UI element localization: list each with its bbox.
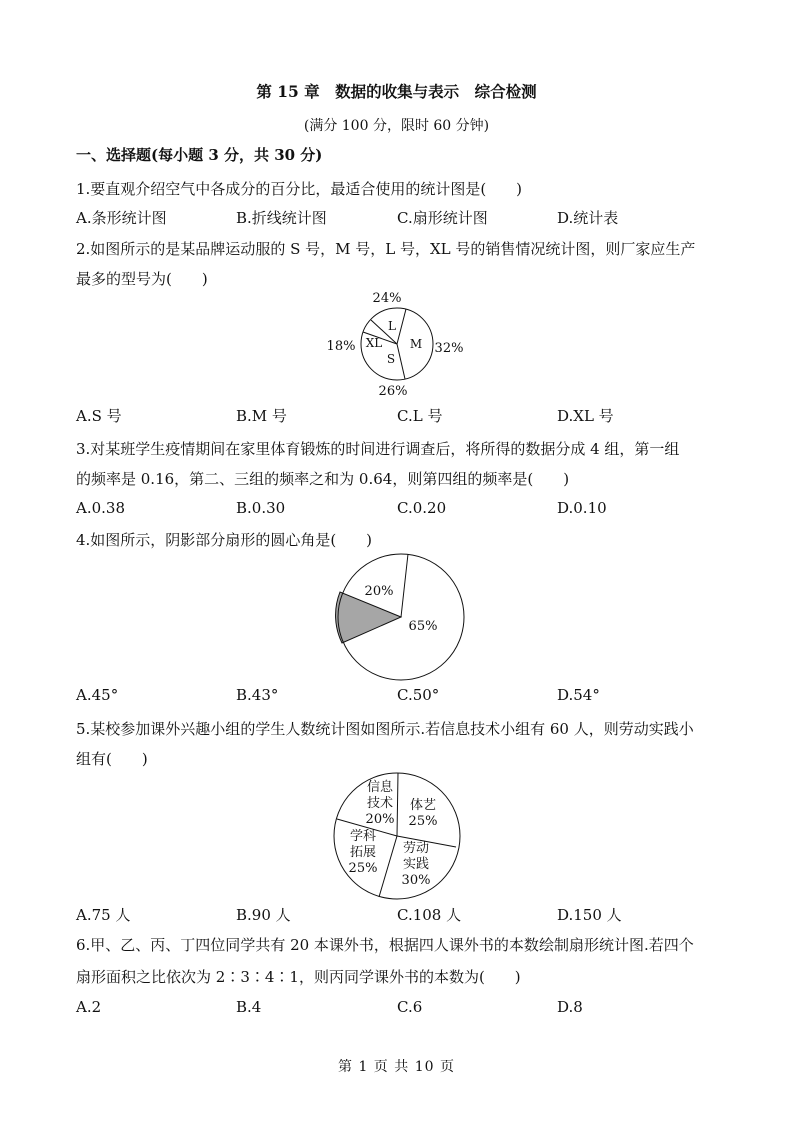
question-3-stem-line2: 的频率是 0.16，第二、三组的频率之和为 0.64，则第四组的频率是( ) [76,470,570,488]
page-number: 第 1 页 共 10 页 [338,1059,455,1075]
pie3-label-subject-2: 拓展 [349,845,377,860]
q5-option-c: C.108 人 [397,906,462,924]
q3-option-a: A.0.38 [76,499,125,517]
question-1-stem: 1.要直观介绍空气中各成分的百分比，最适合使用的统计图是( ) [76,180,523,198]
q2-option-b: B.M 号 [236,407,287,425]
q6-option-b: B.4 [236,998,262,1016]
question-6-stem-line2: 扇形面积之比依次为 2∶3∶4∶1，则丙同学课外书的本数为( ) [76,968,521,986]
q1-option-b: B.折线统计图 [236,209,327,227]
pie3-divider-top [397,773,398,836]
pie1-label-xl: XL [365,336,383,350]
question-2-stem-line1: 2.如图所示的是某品牌运动服的 S 号，M 号，L 号，XL 号的销售情况统计图，则厂家应生产 [76,240,696,258]
q6-option-d: D.8 [557,998,583,1016]
q4-option-a: A.45° [76,686,119,704]
q5-option-b: B.90 人 [236,906,291,924]
pie3-label-labor-1: 劳动 [402,841,430,856]
pie1-value-m: 32% [434,341,464,356]
question-5-stem-line2: 组有( ) [76,750,148,768]
pie1-value-s: 26% [378,384,408,399]
q3-option-d: D.0.10 [557,499,607,517]
pie3-divider-bottom [379,836,397,897]
q3-option-b: B.0.30 [236,499,286,517]
q4-option-d: D.54° [557,686,600,704]
question-6-stem-line1: 6.甲、乙、丙、丁四位同学共有 20 本课外书，根据四人课外书的本数绘制扇形统计图.若四个 [76,936,694,954]
question-3-stem-line1: 3.对某班学生疫情期间在家里体育锻炼的时间进行调查后，将所得的数据分成 4 组，第一组 [76,440,680,458]
pie2-value-20: 20% [364,584,394,599]
q1-option-a: A.条形统计图 [76,209,167,227]
question-5-stem-line1: 5.某校参加课外兴趣小组的学生人数统计图如图所示.若信息技术小组有 60 人，则劳动实践小 [76,720,694,738]
q1-option-d: D.统计表 [557,209,619,227]
q4-option-b: B.43° [236,686,279,704]
pie3-label-subject-1: 学科 [349,829,377,844]
section-heading: 一、选择题(每小题 3 分，共 30 分) [76,146,323,164]
pie3-label-labor-2: 实践 [402,857,430,872]
pie1-value-xl: 18% [326,339,356,354]
question-4-stem: 4.如图所示，阴影部分扇形的圆心角是( ) [76,531,373,549]
pie1-label-s: S [386,352,396,366]
pie1-label-l: L [388,319,396,333]
page-title: 第 15 章 数据的收集与表示 综合检测 [256,82,537,101]
pie1-label-m: M [409,337,423,351]
pie3-value-subject: 25% [348,861,378,876]
q2-option-d: D.XL 号 [557,407,614,425]
q6-option-a: A.2 [76,998,102,1016]
q4-option-c: C.50° [397,686,440,704]
pie3-value-arts: 25% [408,814,438,829]
pie3-label-arts: 体艺 [409,798,437,813]
pie3-label-info-2: 技术 [366,796,394,811]
pie3-value-info: 20% [365,812,395,827]
q5-option-d: D.150 人 [557,906,622,924]
question-2-stem-line2: 最多的型号为( ) [76,270,208,288]
q3-option-c: C.0.20 [397,499,447,517]
q5-option-a: A.75 人 [76,906,131,924]
q2-option-c: C.L 号 [397,407,443,425]
pie3-value-labor: 30% [401,873,431,888]
q1-option-c: C.扇形统计图 [397,209,488,227]
page-subtitle: (满分 100 分，限时 60 分钟) [303,118,490,134]
q2-option-a: A.S 号 [76,407,122,425]
pie3-label-info-1: 信息 [366,780,394,795]
pie2-value-65: 65% [408,619,438,634]
q6-option-c: C.6 [397,998,423,1016]
pie1-value-l: 24% [372,291,402,306]
